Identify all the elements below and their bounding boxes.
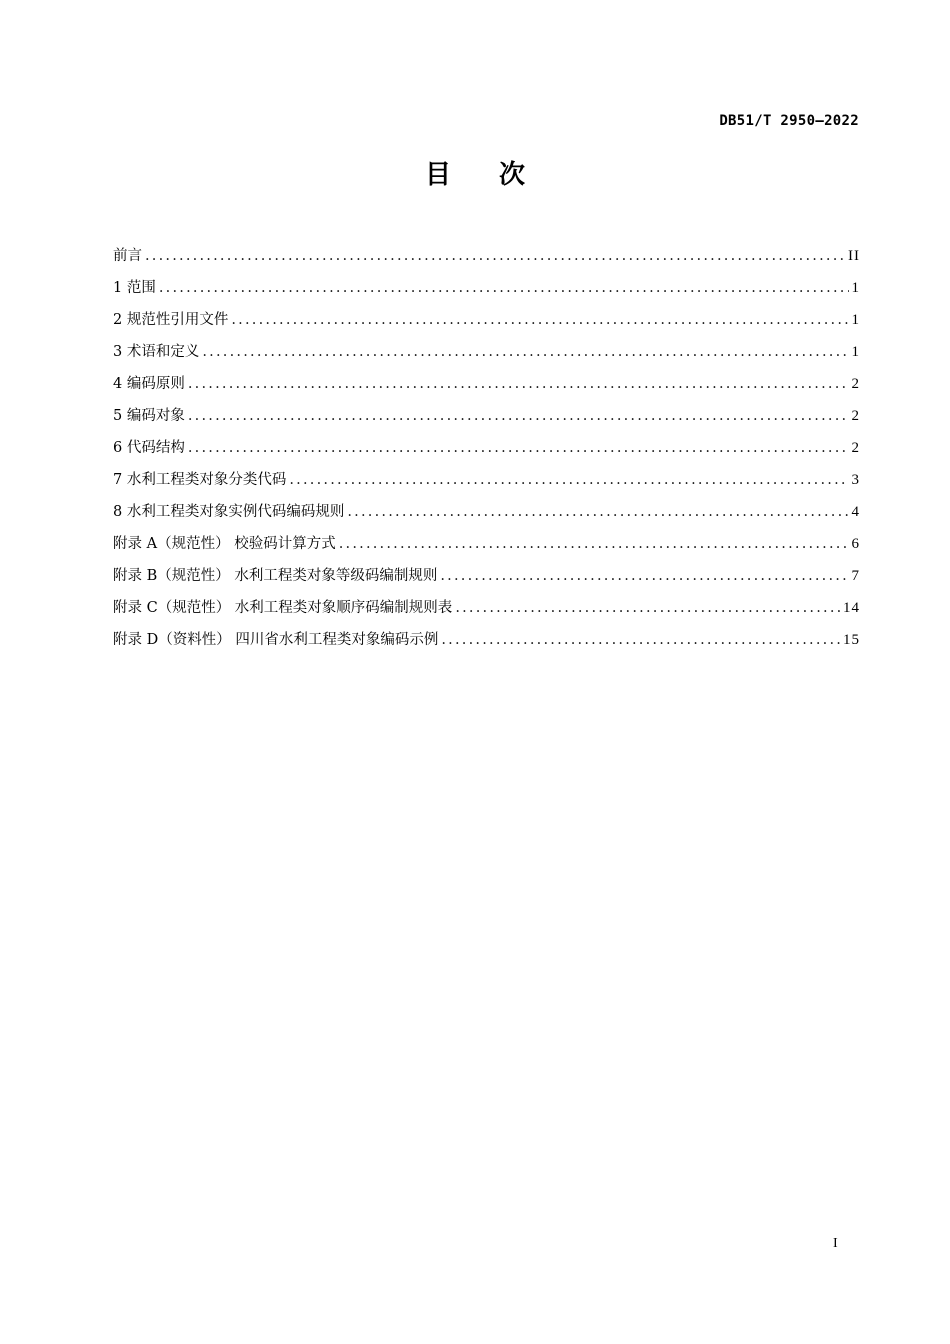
toc-dot-leader (202, 336, 848, 368)
toc-entry[interactable] (113, 240, 860, 272)
toc-dot-leader (347, 496, 848, 528)
toc-dot-leader (231, 304, 848, 336)
toc-dot-leader (440, 560, 848, 592)
toc-entry[interactable] (113, 336, 860, 368)
toc-entry-page: 2 (851, 376, 860, 392)
toc-entry-page: II (848, 248, 860, 264)
toc-entry-page: 3 (851, 472, 860, 488)
toc-entry-page: 1 (851, 280, 860, 296)
toc-dot-leader (188, 368, 849, 400)
toc-entry[interactable] (113, 432, 860, 464)
toc-dot-leader (455, 592, 840, 624)
document-code: DB51/T 2950—2022 (719, 113, 859, 129)
toc-entry-page: 2 (851, 440, 860, 456)
toc-entry-page: 1 (851, 344, 860, 360)
toc-entry-label: 5 编码对象 (113, 408, 185, 424)
toc-entry-label: 8 水利工程类对象实例代码编码规则 (113, 504, 345, 520)
toc-entry-page: 2 (851, 408, 860, 424)
toc-entry-label: 2 规范性引用文件 (113, 312, 229, 328)
toc-entry-label: 附录 A（规范性） 校验码计算方式 (113, 536, 336, 552)
toc-entry-page: 4 (851, 504, 860, 520)
page-number: I (833, 1236, 838, 1251)
toc-entry[interactable] (113, 464, 860, 496)
toc-entry-label: 前言 (113, 248, 142, 264)
toc-entry-label: 4 编码原则 (113, 376, 185, 392)
toc-entry[interactable] (113, 624, 860, 656)
toc-entry[interactable] (113, 496, 860, 528)
toc-entry-page: 7 (851, 568, 860, 584)
toc-dot-leader (441, 624, 840, 656)
toc-dot-leader (289, 464, 848, 496)
toc-entry-label: 6 代码结构 (113, 440, 185, 456)
toc-dot-leader (188, 400, 849, 432)
toc-entry-page: 14 (843, 600, 860, 616)
toc-entry-page: 1 (851, 312, 860, 328)
toc-entry[interactable] (113, 528, 860, 560)
toc-dot-leader (159, 272, 849, 304)
toc-entry-label: 3 术语和定义 (113, 344, 200, 360)
toc-entry-label: 7 水利工程类对象分类代码 (113, 472, 287, 488)
toc-entry-label: 附录 B（规范性） 水利工程类对象等级码编制规则 (113, 568, 438, 584)
toc-dot-leader (145, 240, 845, 272)
toc-entry-label: 1 范围 (113, 280, 156, 296)
toc-entry-page: 15 (843, 632, 860, 648)
toc-entry[interactable] (113, 368, 860, 400)
toc-title: 目次 (424, 160, 573, 190)
toc-entry[interactable] (113, 400, 860, 432)
toc-entry-label: 附录 D（资料性） 四川省水利工程类对象编码示例 (113, 632, 439, 648)
toc-entry[interactable] (113, 592, 860, 624)
toc-dot-leader (339, 528, 849, 560)
toc-entry-label: 附录 C（规范性） 水利工程类对象顺序码编制规则表 (113, 600, 453, 616)
toc-entry[interactable] (113, 304, 860, 336)
toc-entry[interactable] (113, 272, 860, 304)
table-of-contents (113, 240, 860, 656)
toc-entry[interactable] (113, 560, 860, 592)
toc-entry-page: 6 (851, 536, 860, 552)
toc-dot-leader (188, 432, 849, 464)
